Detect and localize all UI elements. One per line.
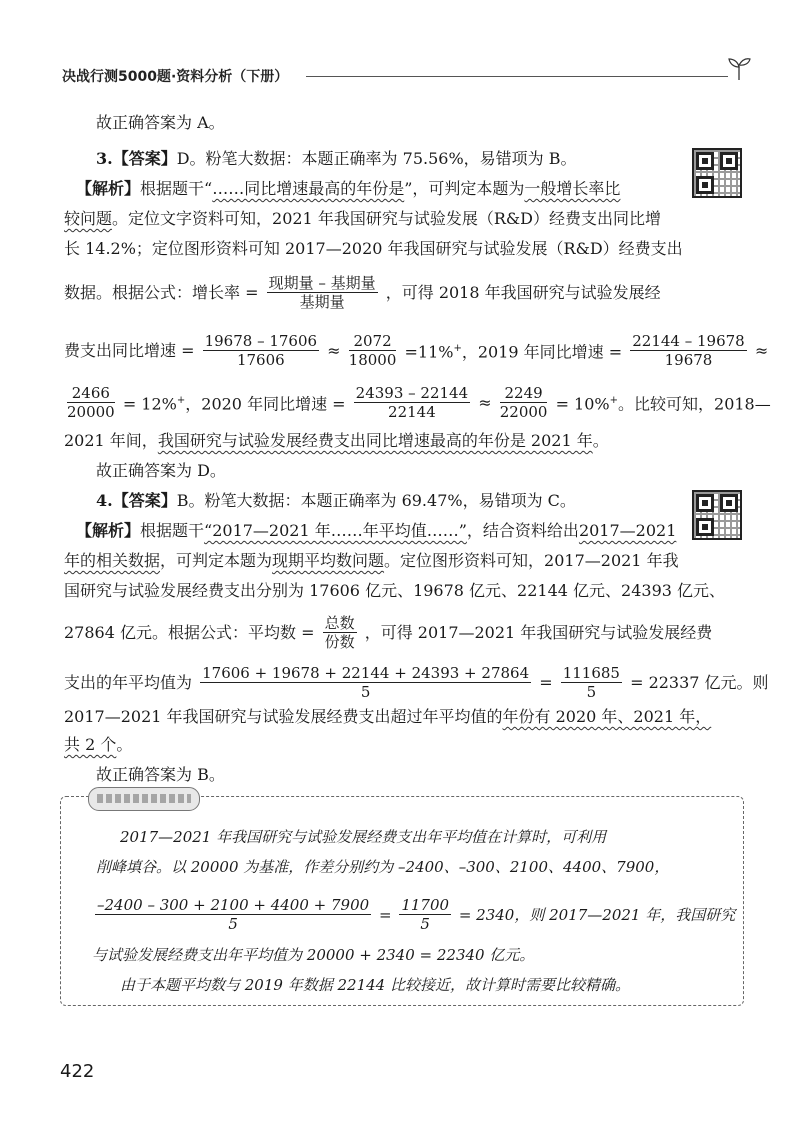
fraction <box>399 896 451 933</box>
q3-answer <box>96 148 577 170</box>
fraction <box>95 896 371 933</box>
text-line: 故正确答案为 A。 <box>96 113 225 132</box>
numerator: 22144 – 19678 <box>632 332 745 350</box>
fraction <box>323 614 357 651</box>
text: 根据题干“ <box>140 179 213 198</box>
q3-formula-line <box>64 384 771 421</box>
tip-line: 与试验发展经费支出年平均值为 20000 + 2340 = 22340 亿元。 <box>92 946 535 964</box>
emphasis: 2017—2021 <box>578 521 677 540</box>
denominator: 22000 <box>499 403 548 421</box>
numerator: 总数 <box>324 614 355 632</box>
answer-text: D。粉笔大数据：本题正确率为 75.56%，易错项为 B。 <box>176 149 577 168</box>
denominator: 17606 <box>236 351 285 369</box>
denominator: 5 <box>420 915 430 933</box>
analysis-tag: 【解析】 <box>76 521 141 540</box>
q3-analysis-line <box>64 208 661 230</box>
emphasis: 我国研究与试验发展经费支出同比增速最高的年份是 2021 年 <box>157 431 593 450</box>
numerator: 24393 – 22144 <box>355 384 469 402</box>
q3-formula-line <box>64 332 768 369</box>
emphasis: 较问题 <box>64 209 113 228</box>
q3-analysis-line <box>64 430 609 452</box>
sprout-icon <box>726 54 752 82</box>
text: 。 <box>592 431 609 450</box>
answer-tag: 4.【答案】 <box>96 491 177 510</box>
text: = <box>539 672 553 692</box>
numerator: 19678 – 17606 <box>204 332 318 350</box>
q4-analysis-line <box>76 520 676 542</box>
answer-text: B。粉笔大数据：本题正确率为 69.47%，易错项为 C。 <box>176 491 576 510</box>
text: 根据题干 <box>140 521 205 540</box>
denominator: 5 <box>360 683 371 701</box>
answer-tag: 3.【答案】 <box>96 149 177 168</box>
q3-final-answer: 故正确答案为 D。 <box>96 461 226 480</box>
tip-line: 2017—2021 年我国研究与试验发展经费支出年平均值在计算时，可利用 <box>120 828 607 846</box>
analysis-tag: 【解析】 <box>76 179 141 198</box>
q4-formula-line <box>64 664 769 701</box>
q4-analysis-line: 国研究与试验发展经费支出分别为 17606 亿元、19678 亿元、22144 亿元、24393 亿元、 <box>64 581 726 600</box>
q4-formula-line <box>64 614 712 651</box>
text: = <box>378 905 392 924</box>
numerator: 2466 <box>67 384 115 403</box>
qr-code-icon[interactable] <box>692 490 742 540</box>
numerator: 111685 <box>562 664 620 682</box>
text: = 22337 亿元。则 <box>630 672 769 692</box>
text: 数据。根据公式：增长率 = <box>64 282 259 302</box>
text: 。比较可知，2018— <box>618 394 771 414</box>
fraction <box>67 384 115 421</box>
numerator: 2072 <box>349 332 397 351</box>
text: =11%+，2019 年同比增速 = <box>404 342 623 362</box>
text: ≈ <box>327 340 341 360</box>
text: 2021 年间， <box>64 431 158 450</box>
q4-analysis-line <box>64 734 132 756</box>
numerator: 11700 <box>401 896 450 914</box>
q3-formula-line <box>64 274 661 311</box>
q4-answer <box>96 490 576 512</box>
emphasis: 现期平均数问题 <box>272 551 385 570</box>
emphasis: “2017—2021 年……年平均值……” <box>204 521 467 540</box>
text: 27864 亿元。根据公式：平均数 = <box>64 622 315 642</box>
tip-line: 由于本题平均数与 2019 年数据 22144 比较接近，故计算时需要比较精确。 <box>120 976 630 994</box>
denominator: 19678 <box>664 351 713 369</box>
fraction <box>354 384 470 421</box>
q3-analysis-line: 长 14.2%；定位图形资料可知 2017—2020 年我国研究与试验发展（R&D）经费支出 <box>64 239 683 258</box>
text: ，可得 2017—2021 年我国研究与试验发展经费 <box>364 622 713 642</box>
text: 。定位文字资料可知，2021 年我国研究与试验发展（R&D）经费支出同比增 <box>112 209 661 228</box>
denominator: 20000 <box>67 403 115 421</box>
denominator: 5 <box>228 915 238 933</box>
q3-analysis-line <box>76 178 620 200</box>
numerator: –2400 – 300 + 2100 + 4400 + 7900 <box>97 896 370 914</box>
tip-formula-line <box>92 896 735 933</box>
denominator: 18000 <box>348 351 397 369</box>
fraction <box>500 384 548 421</box>
denominator: 5 <box>586 683 597 701</box>
page-header <box>62 62 752 90</box>
text: ，2019 年同比增速 = <box>461 342 623 362</box>
q4-final-answer: 故正确答案为 B。 <box>96 765 225 784</box>
emphasis: 一般增长率比 <box>524 179 621 198</box>
fraction <box>267 274 378 311</box>
text: ，2020 年同比增速 = <box>185 394 346 414</box>
book-title: 决战行测5000题·资料分析（下册） <box>62 69 289 85</box>
fraction <box>630 332 746 369</box>
page-number: 422 <box>60 1061 95 1082</box>
q4-analysis-line <box>64 550 679 572</box>
fraction <box>349 332 397 369</box>
tip-line: 削峰填谷。以 20000 为基准，作差分别约为 –2400、–300、2100、4400、7900， <box>96 858 670 876</box>
header-rule <box>306 76 728 77</box>
tip-badge <box>88 787 200 811</box>
emphasis: 年的相关数据 <box>64 551 161 570</box>
text: = 2340，则 2017—2021 年，我国研究 <box>458 905 736 924</box>
numerator: 17606 + 19678 + 22144 + 24393 + 27864 <box>202 664 530 682</box>
text: ，结合资料给出 <box>466 521 579 540</box>
emphasis: 共 2 个 <box>64 735 117 754</box>
fraction <box>203 332 319 369</box>
text: = 12% <box>122 394 177 414</box>
denominator: 份数 <box>324 633 355 651</box>
text: = 12%+，2020 年同比增速 = <box>122 394 346 414</box>
text: = 10%+。比较可知，2018— <box>555 394 771 414</box>
emphasis: ……同比增速最高的年份是 <box>212 179 405 198</box>
qr-code-icon[interactable] <box>692 148 742 198</box>
text: ”，可判定本题为 <box>404 179 525 198</box>
fraction <box>200 664 531 701</box>
q4-analysis-line <box>64 706 711 728</box>
text: ，可判定本题为 <box>160 551 273 570</box>
text: 支出的年平均值为 <box>64 672 193 692</box>
denominator: 22144 <box>388 403 436 421</box>
text: 。定位图形资料可知，2017—2021 年我 <box>384 551 679 570</box>
text: 费支出同比增速 = <box>64 340 195 360</box>
text: ，可得 2018 年我国研究与试验发展经 <box>385 282 661 302</box>
text: ≈ <box>478 392 492 412</box>
emphasis: 年份有 2020 年、2021 年， <box>502 707 712 726</box>
numerator: 2249 <box>500 384 548 403</box>
text: 。 <box>116 735 133 754</box>
text: ≈ <box>754 340 769 360</box>
text: = 10% <box>555 394 610 414</box>
text: =11% <box>404 342 454 362</box>
text: 2017—2021 年我国研究与试验发展经费支出超过年平均值的 <box>64 707 503 726</box>
numerator: 现期量 – 基期量 <box>268 274 376 292</box>
denominator: 基期量 <box>299 293 345 311</box>
fraction <box>561 664 622 701</box>
